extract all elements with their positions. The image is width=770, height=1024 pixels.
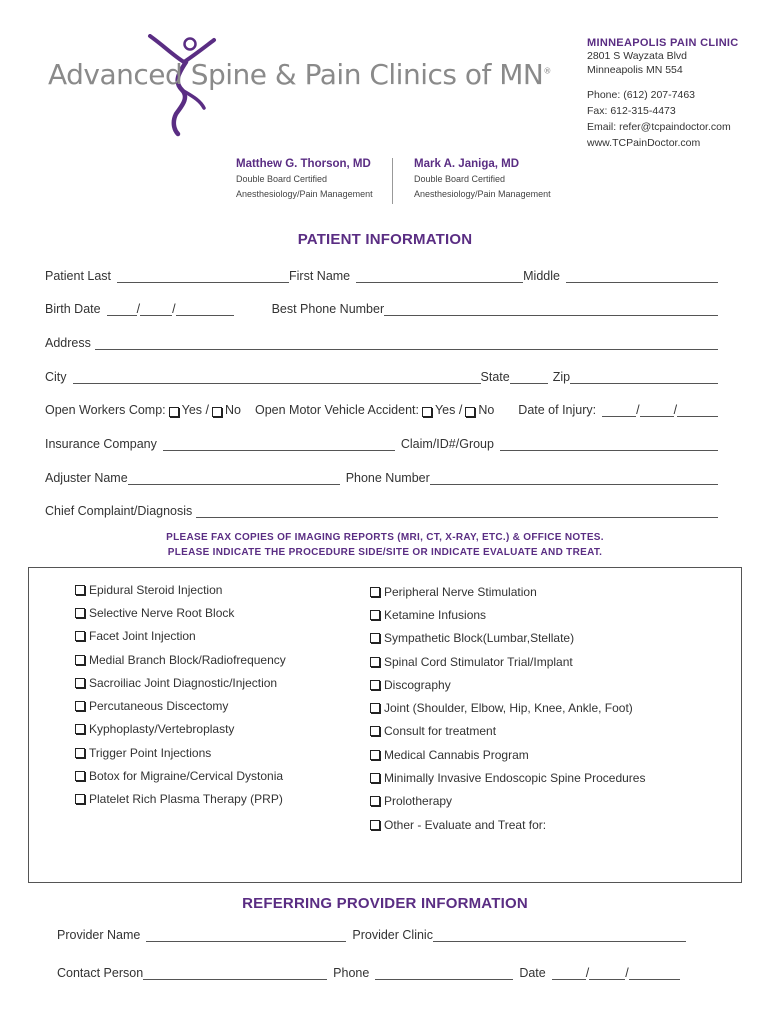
doctor-specialty: Anesthesiology/Pain Management [236, 189, 373, 199]
procedure-label: Selective Nerve Root Block [89, 605, 235, 620]
procedure-label: Facet Joint Injection [89, 629, 196, 644]
procedure-option[interactable] [368, 627, 645, 650]
referral-year-field[interactable] [629, 965, 680, 980]
doctor-certification: Double Board Certified [414, 174, 506, 184]
procedure-option[interactable] [73, 648, 286, 671]
procedure-label: Medical Cannabis Program [384, 747, 529, 762]
adjuster-field[interactable] [128, 470, 340, 485]
doctor-1 [236, 158, 373, 202]
chief-complaint-label: Chief Complaint/Diagnosis [45, 504, 193, 518]
procedure-label: Spinal Cord Stimulator Trial/Implant [384, 654, 573, 669]
complaint-row [45, 503, 718, 518]
checkbox-icon[interactable] [75, 748, 85, 758]
provider-row [57, 927, 686, 942]
contact-phone-field[interactable] [375, 965, 513, 980]
procedure-label: Minimally Invasive Endoscopic Spine Procedures [384, 771, 646, 786]
procedure-label: Botox for Migraine/Cervical Dystonia [89, 769, 284, 784]
checkbox-icon[interactable] [75, 724, 85, 734]
birth-phone-row [45, 301, 718, 316]
checkbox-icon[interactable] [370, 703, 380, 713]
yes-label: Yes / [181, 403, 209, 417]
logo [48, 34, 551, 144]
referral-month-field[interactable] [552, 965, 586, 980]
doctor-specialty: Anesthesiology/Pain Management [414, 189, 551, 199]
procedure-option[interactable] [73, 788, 286, 811]
injury-row [45, 402, 718, 417]
patient-last-label: Patient Last [45, 269, 112, 283]
procedure-option[interactable] [73, 718, 286, 741]
patient-last-field[interactable] [117, 268, 289, 283]
procedure-option[interactable] [368, 650, 645, 673]
procedure-option[interactable] [73, 764, 286, 787]
first-name-field[interactable] [356, 268, 523, 283]
motor-vehicle-label: Open Motor Vehicle Accident: [254, 403, 419, 417]
workers-comp-yes-checkbox[interactable] [169, 407, 179, 417]
contact-person-field[interactable] [143, 965, 327, 980]
provider-clinic-label: Provider Clinic [352, 928, 433, 942]
checkbox-icon[interactable] [370, 750, 380, 760]
checkbox-icon[interactable] [75, 608, 85, 618]
birth-date-label: Birth Date [45, 302, 101, 316]
procedure-label: Sympathetic Block(Lumbar,Stellate) [384, 631, 575, 646]
provider-name-field[interactable] [146, 927, 346, 942]
procedure-option[interactable] [73, 741, 286, 764]
injury-month-field[interactable] [602, 402, 636, 417]
clinic-address-1: 2801 S Wayzata Blvd [587, 50, 687, 62]
clinic-address-2: Minneapolis MN 554 [587, 64, 683, 76]
procedure-label: Discography [384, 677, 451, 692]
fax-notice-line-1: PLEASE FAX COPIES OF IMAGING REPORTS (MRI, CT, X-RAY, ETC.) & OFFICE NOTES. [166, 532, 604, 543]
procedure-option[interactable] [368, 813, 645, 836]
procedure-option[interactable] [73, 694, 286, 717]
checkbox-icon[interactable] [370, 657, 380, 667]
procedure-label: Sacroiliac Joint Diagnostic/Injection [89, 675, 278, 690]
birth-day-field[interactable] [140, 301, 172, 316]
zip-field[interactable] [570, 369, 718, 384]
adjuster-row [45, 470, 718, 485]
procedures-right-column [368, 580, 645, 836]
provider-clinic-field[interactable] [433, 927, 686, 942]
motor-vehicle-no-checkbox[interactable] [465, 407, 475, 417]
checkbox-icon[interactable] [370, 820, 380, 830]
insurance-field[interactable] [163, 436, 395, 451]
procedure-label: Prolotherapy [384, 794, 453, 809]
procedure-label: Consult for treatment [384, 724, 497, 739]
patient-info-title: PATIENT INFORMATION [297, 231, 473, 248]
no-label: No [478, 403, 495, 417]
checkbox-icon[interactable] [370, 773, 380, 783]
doctor-name: Mark A. Janiga, MD [414, 158, 520, 170]
checkbox-icon[interactable] [75, 655, 85, 665]
adjuster-phone-field[interactable] [430, 470, 718, 485]
middle-label: Middle [523, 269, 560, 283]
no-label: No [225, 403, 241, 417]
best-phone-field[interactable] [384, 301, 718, 316]
city-row [45, 369, 718, 384]
insurance-label: Insurance Company [45, 437, 157, 451]
contact-person-label: Contact Person [57, 966, 144, 980]
procedures-left-column [73, 578, 286, 811]
procedure-label: Epidural Steroid Injection [89, 582, 223, 597]
provider-name-label: Provider Name [57, 928, 141, 942]
chief-complaint-field[interactable] [196, 503, 718, 518]
checkbox-icon[interactable] [370, 680, 380, 690]
date-of-injury-label: Date of Injury: [518, 403, 597, 417]
yes-label: Yes / [434, 403, 463, 417]
registered-mark: ® [543, 66, 551, 76]
insurance-row [45, 436, 718, 451]
injury-day-field[interactable] [640, 402, 674, 417]
procedure-option[interactable] [368, 790, 645, 813]
checkbox-icon[interactable] [370, 633, 380, 643]
procedure-label: Medial Branch Block/Radiofrequency [89, 652, 286, 667]
state-label: State [480, 370, 510, 384]
doctor-2 [414, 158, 551, 202]
claim-label: Claim/ID#/Group [400, 437, 494, 451]
date-separator: / [673, 403, 678, 417]
address-field[interactable] [95, 335, 718, 350]
checkbox-icon[interactable] [75, 794, 85, 804]
birth-year-field[interactable] [176, 301, 234, 316]
procedure-option[interactable] [73, 671, 286, 694]
checkbox-icon[interactable] [75, 701, 85, 711]
clinic-phone: Phone: (612) 207-7463 [587, 89, 695, 101]
zip-label: Zip [552, 370, 571, 384]
procedure-label: Percutaneous Discectomy [89, 699, 229, 714]
adjuster-label: Adjuster Name [45, 471, 128, 485]
fax-notice [0, 530, 770, 560]
procedure-label: Joint (Shoulder, Elbow, Hip, Knee, Ankle, Foot) [384, 701, 633, 716]
clinic-name: MINNEAPOLIS PAIN CLINIC [587, 37, 739, 49]
referral-date-label: Date [519, 966, 546, 980]
fax-notice-line-2: PLEASE INDICATE THE PROCEDURE SIDE/SITE OR INDICATE EVALUATE AND TREAT. [167, 547, 603, 558]
checkbox-icon[interactable] [75, 585, 85, 595]
procedure-option[interactable] [368, 673, 645, 696]
procedure-option[interactable] [368, 580, 645, 603]
checkbox-icon[interactable] [370, 587, 380, 597]
workers-comp-no-checkbox[interactable] [212, 407, 222, 417]
first-name-label: First Name [289, 269, 351, 283]
injury-year-field[interactable] [677, 402, 718, 417]
address-label: Address [45, 336, 91, 350]
clinic-website[interactable]: www.TCPainDoctor.com [587, 137, 701, 149]
referral-day-field[interactable] [589, 965, 625, 980]
checkbox-icon[interactable] [370, 610, 380, 620]
checkbox-icon[interactable] [75, 771, 85, 781]
checkbox-icon[interactable] [370, 726, 380, 736]
doctor-divider [392, 158, 393, 204]
procedure-option[interactable] [368, 743, 645, 766]
state-field[interactable] [510, 369, 548, 384]
procedure-option[interactable] [73, 625, 286, 648]
date-separator: / [136, 302, 141, 316]
date-separator: / [172, 302, 176, 316]
date-separator: / [585, 966, 590, 980]
procedure-label: Kyphoplasty/Vertebroplasty [89, 722, 235, 737]
referring-provider-title: REFERRING PROVIDER INFORMATION [242, 895, 528, 912]
contact-phone-label: Phone [333, 966, 370, 980]
logo-text: Advanced Spine & Pain Clinics of MN [48, 58, 544, 91]
doctor-name: Matthew G. Thorson, MD [236, 158, 371, 170]
procedure-option[interactable] [73, 578, 286, 601]
procedure-label: Peripheral Nerve Stimulation [384, 584, 537, 599]
procedures-box [28, 567, 742, 883]
middle-field[interactable] [566, 268, 718, 283]
address-row [45, 335, 718, 350]
claim-field[interactable] [500, 436, 718, 451]
clinic-email[interactable]: Email: refer@tcpaindoctor.com [587, 121, 731, 133]
procedure-label: Platelet Rich Plasma Therapy (PRP) [89, 792, 283, 807]
patient-name-row [45, 268, 718, 283]
clinic-fax: Fax: 612-315-4473 [587, 105, 676, 117]
birth-month-field[interactable] [107, 301, 137, 316]
procedure-option[interactable] [368, 696, 645, 719]
procedure-option[interactable] [368, 766, 645, 789]
checkbox-icon[interactable] [75, 631, 85, 641]
city-field[interactable] [73, 369, 481, 384]
date-separator: / [625, 966, 629, 980]
clinic-contact [587, 37, 739, 151]
procedure-label: Trigger Point Injections [89, 745, 212, 760]
procedure-option[interactable] [368, 720, 645, 743]
procedure-option[interactable] [368, 603, 645, 626]
contact-row [57, 965, 680, 980]
best-phone-label: Best Phone Number [271, 302, 385, 316]
city-label: City [45, 370, 67, 384]
adjuster-phone-label: Phone Number [345, 471, 430, 485]
checkbox-icon[interactable] [370, 796, 380, 806]
procedure-label: Ketamine Infusions [384, 607, 487, 622]
doctor-certification: Double Board Certified [236, 174, 328, 184]
date-separator: / [636, 403, 640, 417]
checkbox-icon[interactable] [75, 678, 85, 688]
procedure-label: Other - Evaluate and Treat for: [384, 817, 547, 832]
workers-comp-label: Open Workers Comp: [45, 403, 166, 417]
procedure-option[interactable] [73, 601, 286, 624]
motor-vehicle-yes-checkbox[interactable] [422, 407, 432, 417]
